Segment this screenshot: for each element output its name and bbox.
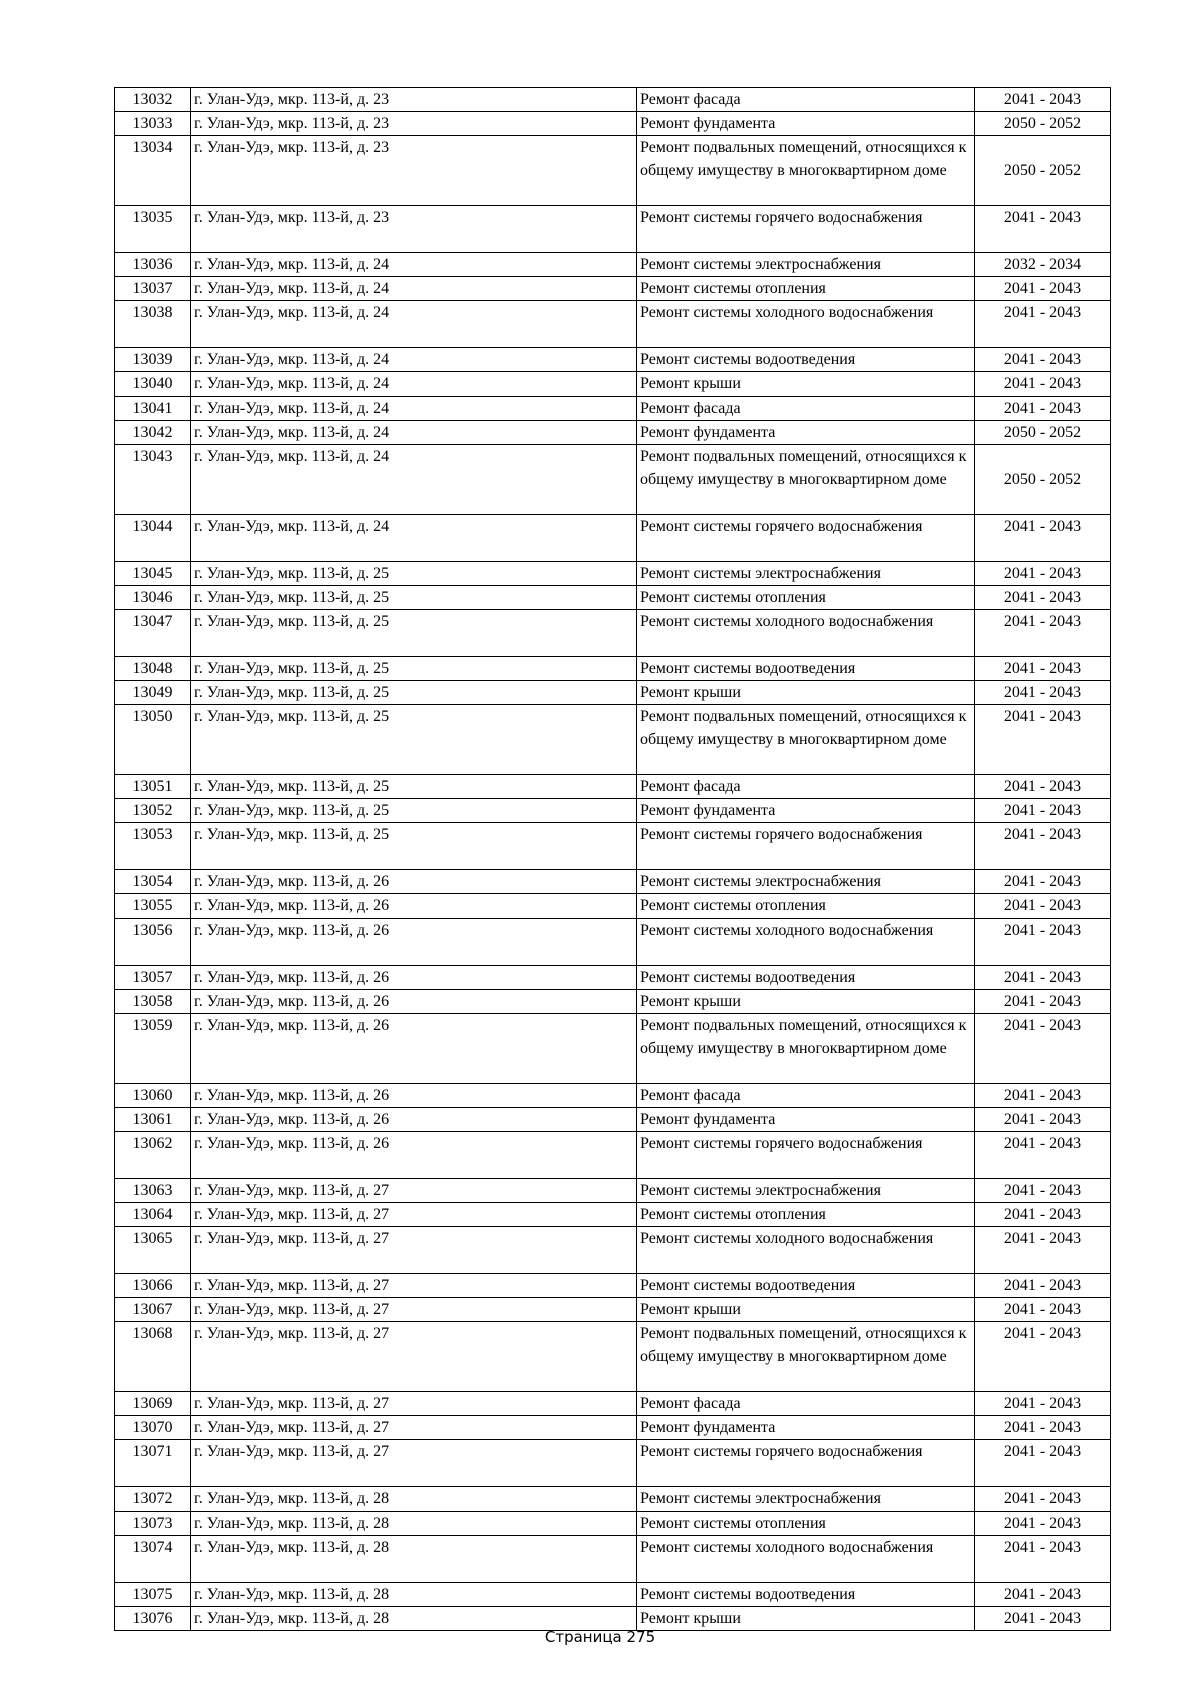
work-type-cell: Ремонт системы холодного водоснабжения xyxy=(637,918,975,965)
address-cell: г. Улан-Удэ, мкр. 113-й, д. 28 xyxy=(191,1511,637,1535)
row-number-cell: 13066 xyxy=(115,1274,191,1298)
table-row xyxy=(115,870,1111,894)
period-cell: 2041 - 2043 xyxy=(975,918,1111,965)
period-cell: 2041 - 2043 xyxy=(975,1606,1111,1630)
table-row xyxy=(115,1535,1111,1582)
period-cell: 2050 - 2052 xyxy=(975,420,1111,444)
table-row xyxy=(115,681,1111,705)
period-cell: 2041 - 2043 xyxy=(975,705,1111,775)
row-number-cell: 13054 xyxy=(115,870,191,894)
row-number-cell: 13065 xyxy=(115,1227,191,1274)
table-row xyxy=(115,989,1111,1013)
row-number-cell: 13061 xyxy=(115,1107,191,1131)
work-type-cell: Ремонт системы холодного водоснабжения xyxy=(637,609,975,656)
period-cell: 2041 - 2043 xyxy=(975,989,1111,1013)
row-number-cell: 13071 xyxy=(115,1440,191,1487)
work-type-cell: Ремонт системы горячего водоснабжения xyxy=(637,1440,975,1487)
work-type-cell: Ремонт системы электроснабжения xyxy=(637,1487,975,1511)
row-number-cell: 13076 xyxy=(115,1606,191,1630)
work-type-cell: Ремонт крыши xyxy=(637,1606,975,1630)
work-type-cell: Ремонт подвальных помещений, относящихся к общему имуществу в многоквартирном доме xyxy=(637,1322,975,1392)
row-number-cell: 13051 xyxy=(115,775,191,799)
address-cell: г. Улан-Удэ, мкр. 113-й, д. 26 xyxy=(191,1107,637,1131)
address-cell: г. Улан-Удэ, мкр. 113-й, д. 25 xyxy=(191,823,637,870)
period-cell: 2050 - 2052 xyxy=(975,136,1111,206)
table-row xyxy=(115,775,1111,799)
address-cell: г. Улан-Удэ, мкр. 113-й, д. 24 xyxy=(191,253,637,277)
address-cell: г. Улан-Удэ, мкр. 113-й, д. 23 xyxy=(191,112,637,136)
address-cell: г. Улан-Удэ, мкр. 113-й, д. 25 xyxy=(191,585,637,609)
row-number-cell: 13064 xyxy=(115,1202,191,1226)
row-number-cell: 13056 xyxy=(115,918,191,965)
work-type-cell: Ремонт системы электроснабжения xyxy=(637,561,975,585)
address-cell: г. Улан-Удэ, мкр. 113-й, д. 24 xyxy=(191,301,637,348)
work-type-cell: Ремонт подвальных помещений, относящихся к общему имуществу в многоквартирном доме xyxy=(637,136,975,206)
work-type-cell: Ремонт системы электроснабжения xyxy=(637,1178,975,1202)
period-cell: 2041 - 2043 xyxy=(975,1582,1111,1606)
row-number-cell: 13045 xyxy=(115,561,191,585)
period-cell: 2041 - 2043 xyxy=(975,1535,1111,1582)
work-type-cell: Ремонт системы водоотведения xyxy=(637,348,975,372)
work-type-cell: Ремонт фундамента xyxy=(637,1416,975,1440)
period-cell: 2041 - 2043 xyxy=(975,585,1111,609)
row-number-cell: 13060 xyxy=(115,1083,191,1107)
table-row xyxy=(115,894,1111,918)
address-cell: г. Улан-Удэ, мкр. 113-й, д. 27 xyxy=(191,1178,637,1202)
row-number-cell: 13070 xyxy=(115,1416,191,1440)
row-number-cell: 13044 xyxy=(115,514,191,561)
work-type-cell: Ремонт системы горячего водоснабжения xyxy=(637,514,975,561)
address-cell: г. Улан-Удэ, мкр. 113-й, д. 26 xyxy=(191,918,637,965)
period-cell: 2041 - 2043 xyxy=(975,965,1111,989)
table-row xyxy=(115,277,1111,301)
work-type-cell: Ремонт системы горячего водоснабжения xyxy=(637,206,975,253)
address-cell: г. Улан-Удэ, мкр. 113-й, д. 24 xyxy=(191,277,637,301)
row-number-cell: 13032 xyxy=(115,88,191,112)
address-cell: г. Улан-Удэ, мкр. 113-й, д. 28 xyxy=(191,1606,637,1630)
row-number-cell: 13033 xyxy=(115,112,191,136)
row-number-cell: 13037 xyxy=(115,277,191,301)
table-row xyxy=(115,1083,1111,1107)
period-cell: 2041 - 2043 xyxy=(975,348,1111,372)
work-type-cell: Ремонт системы горячего водоснабжения xyxy=(637,1131,975,1178)
table-row xyxy=(115,656,1111,680)
period-cell: 2032 - 2034 xyxy=(975,253,1111,277)
period-cell: 2041 - 2043 xyxy=(975,775,1111,799)
table-row xyxy=(115,1606,1111,1630)
period-cell: 2050 - 2052 xyxy=(975,444,1111,514)
table-row xyxy=(115,253,1111,277)
period-cell: 2041 - 2043 xyxy=(975,1083,1111,1107)
work-type-cell: Ремонт подвальных помещений, относящихся к общему имуществу в многоквартирном доме xyxy=(637,444,975,514)
work-type-cell: Ремонт системы отопления xyxy=(637,1511,975,1535)
table-row xyxy=(115,1131,1111,1178)
period-cell: 2041 - 2043 xyxy=(975,1440,1111,1487)
address-cell: г. Улан-Удэ, мкр. 113-й, д. 25 xyxy=(191,656,637,680)
address-cell: г. Улан-Удэ, мкр. 113-й, д. 24 xyxy=(191,372,637,396)
row-number-cell: 13046 xyxy=(115,585,191,609)
row-number-cell: 13040 xyxy=(115,372,191,396)
table-row xyxy=(115,1511,1111,1535)
work-type-cell: Ремонт фасада xyxy=(637,1392,975,1416)
work-type-cell: Ремонт системы отопления xyxy=(637,1202,975,1226)
table-row xyxy=(115,444,1111,514)
work-type-cell: Ремонт фасада xyxy=(637,88,975,112)
row-number-cell: 13075 xyxy=(115,1582,191,1606)
row-number-cell: 13042 xyxy=(115,420,191,444)
row-number-cell: 13035 xyxy=(115,206,191,253)
table-row xyxy=(115,585,1111,609)
table-row xyxy=(115,1274,1111,1298)
row-number-cell: 13036 xyxy=(115,253,191,277)
table-row xyxy=(115,561,1111,585)
period-cell: 2041 - 2043 xyxy=(975,681,1111,705)
work-type-cell: Ремонт крыши xyxy=(637,1298,975,1322)
period-cell: 2041 - 2043 xyxy=(975,1131,1111,1178)
row-number-cell: 13058 xyxy=(115,989,191,1013)
table-row xyxy=(115,1178,1111,1202)
table-row xyxy=(115,136,1111,206)
period-cell: 2041 - 2043 xyxy=(975,514,1111,561)
work-type-cell: Ремонт системы холодного водоснабжения xyxy=(637,1227,975,1274)
table-row xyxy=(115,1582,1111,1606)
address-cell: г. Улан-Удэ, мкр. 113-й, д. 24 xyxy=(191,420,637,444)
address-cell: г. Улан-Удэ, мкр. 113-й, д. 27 xyxy=(191,1322,637,1392)
row-number-cell: 13047 xyxy=(115,609,191,656)
work-type-cell: Ремонт крыши xyxy=(637,989,975,1013)
address-cell: г. Улан-Удэ, мкр. 113-й, д. 26 xyxy=(191,965,637,989)
table-row xyxy=(115,1487,1111,1511)
address-cell: г. Улан-Удэ, мкр. 113-й, д. 23 xyxy=(191,88,637,112)
period-cell: 2041 - 2043 xyxy=(975,301,1111,348)
table-row xyxy=(115,112,1111,136)
table-row xyxy=(115,1440,1111,1487)
address-cell: г. Улан-Удэ, мкр. 113-й, д. 26 xyxy=(191,894,637,918)
table-row xyxy=(115,1013,1111,1083)
table-row xyxy=(115,206,1111,253)
work-type-cell: Ремонт фундамента xyxy=(637,1107,975,1131)
table-row xyxy=(115,1202,1111,1226)
row-number-cell: 13034 xyxy=(115,136,191,206)
period-cell: 2041 - 2043 xyxy=(975,1178,1111,1202)
row-number-cell: 13055 xyxy=(115,894,191,918)
work-type-cell: Ремонт системы водоотведения xyxy=(637,1274,975,1298)
work-type-cell: Ремонт системы холодного водоснабжения xyxy=(637,1535,975,1582)
address-cell: г. Улан-Удэ, мкр. 113-й, д. 24 xyxy=(191,444,637,514)
address-cell: г. Улан-Удэ, мкр. 113-й, д. 25 xyxy=(191,681,637,705)
period-cell: 2041 - 2043 xyxy=(975,1013,1111,1083)
row-number-cell: 13069 xyxy=(115,1392,191,1416)
period-cell: 2041 - 2043 xyxy=(975,799,1111,823)
work-type-cell: Ремонт фасада xyxy=(637,775,975,799)
period-cell: 2041 - 2043 xyxy=(975,609,1111,656)
table-row xyxy=(115,372,1111,396)
table-row xyxy=(115,609,1111,656)
row-number-cell: 13038 xyxy=(115,301,191,348)
period-cell: 2041 - 2043 xyxy=(975,1274,1111,1298)
row-number-cell: 13074 xyxy=(115,1535,191,1582)
row-number-cell: 13049 xyxy=(115,681,191,705)
address-cell: г. Улан-Удэ, мкр. 113-й, д. 24 xyxy=(191,348,637,372)
row-number-cell: 13048 xyxy=(115,656,191,680)
address-cell: г. Улан-Удэ, мкр. 113-й, д. 26 xyxy=(191,989,637,1013)
address-cell: г. Улан-Удэ, мкр. 113-й, д. 25 xyxy=(191,775,637,799)
address-cell: г. Улан-Удэ, мкр. 113-й, д. 27 xyxy=(191,1416,637,1440)
row-number-cell: 13063 xyxy=(115,1178,191,1202)
work-type-cell: Ремонт системы водоотведения xyxy=(637,1582,975,1606)
table-row xyxy=(115,965,1111,989)
period-cell: 2041 - 2043 xyxy=(975,894,1111,918)
address-cell: г. Улан-Удэ, мкр. 113-й, д. 28 xyxy=(191,1582,637,1606)
work-type-cell: Ремонт фасада xyxy=(637,1083,975,1107)
work-type-cell: Ремонт подвальных помещений, относящихся к общему имуществу в многоквартирном доме xyxy=(637,705,975,775)
period-cell: 2041 - 2043 xyxy=(975,277,1111,301)
work-type-cell: Ремонт системы отопления xyxy=(637,585,975,609)
work-type-cell: Ремонт системы водоотведения xyxy=(637,656,975,680)
work-type-cell: Ремонт системы водоотведения xyxy=(637,965,975,989)
address-cell: г. Улан-Удэ, мкр. 113-й, д. 25 xyxy=(191,609,637,656)
row-number-cell: 13062 xyxy=(115,1131,191,1178)
address-cell: г. Улан-Удэ, мкр. 113-й, д. 27 xyxy=(191,1440,637,1487)
work-type-cell: Ремонт крыши xyxy=(637,681,975,705)
address-cell: г. Улан-Удэ, мкр. 113-й, д. 28 xyxy=(191,1535,637,1582)
table-row xyxy=(115,823,1111,870)
table-row xyxy=(115,918,1111,965)
work-type-cell: Ремонт системы электроснабжения xyxy=(637,870,975,894)
period-cell: 2041 - 2043 xyxy=(975,206,1111,253)
address-cell: г. Улан-Удэ, мкр. 113-й, д. 26 xyxy=(191,1083,637,1107)
address-cell: г. Улан-Удэ, мкр. 113-й, д. 25 xyxy=(191,561,637,585)
period-cell: 2041 - 2043 xyxy=(975,1511,1111,1535)
work-type-cell: Ремонт фундамента xyxy=(637,799,975,823)
work-type-cell: Ремонт фундамента xyxy=(637,112,975,136)
table-row xyxy=(115,1416,1111,1440)
row-number-cell: 13050 xyxy=(115,705,191,775)
period-cell: 2041 - 2043 xyxy=(975,1298,1111,1322)
table-body xyxy=(115,88,1111,1631)
period-cell: 2041 - 2043 xyxy=(975,823,1111,870)
period-cell: 2041 - 2043 xyxy=(975,1202,1111,1226)
period-cell: 2041 - 2043 xyxy=(975,656,1111,680)
period-cell: 2041 - 2043 xyxy=(975,1487,1111,1511)
page-number: Страница 275 xyxy=(544,1628,656,1646)
work-type-cell: Ремонт крыши xyxy=(637,372,975,396)
period-cell: 2041 - 2043 xyxy=(975,1107,1111,1131)
table-row xyxy=(115,420,1111,444)
table-row xyxy=(115,1392,1111,1416)
address-cell: г. Улан-Удэ, мкр. 113-й, д. 25 xyxy=(191,799,637,823)
table-row xyxy=(115,1227,1111,1274)
row-number-cell: 13059 xyxy=(115,1013,191,1083)
address-cell: г. Улан-Удэ, мкр. 113-й, д. 23 xyxy=(191,206,637,253)
row-number-cell: 13067 xyxy=(115,1298,191,1322)
row-number-cell: 13073 xyxy=(115,1511,191,1535)
table-row xyxy=(115,514,1111,561)
table-row xyxy=(115,1107,1111,1131)
period-cell: 2041 - 2043 xyxy=(975,396,1111,420)
work-type-cell: Ремонт системы горячего водоснабжения xyxy=(637,823,975,870)
period-cell: 2041 - 2043 xyxy=(975,561,1111,585)
row-number-cell: 13068 xyxy=(115,1322,191,1392)
address-cell: г. Улан-Удэ, мкр. 113-й, д. 27 xyxy=(191,1202,637,1226)
row-number-cell: 13057 xyxy=(115,965,191,989)
address-cell: г. Улан-Удэ, мкр. 113-й, д. 27 xyxy=(191,1392,637,1416)
address-cell: г. Улан-Удэ, мкр. 113-й, д. 27 xyxy=(191,1298,637,1322)
table-row xyxy=(115,1322,1111,1392)
work-type-cell: Ремонт системы электроснабжения xyxy=(637,253,975,277)
work-type-cell: Ремонт фундамента xyxy=(637,420,975,444)
period-cell: 2041 - 2043 xyxy=(975,88,1111,112)
address-cell: г. Улан-Удэ, мкр. 113-й, д. 27 xyxy=(191,1274,637,1298)
address-cell: г. Улан-Удэ, мкр. 113-й, д. 25 xyxy=(191,705,637,775)
row-number-cell: 13043 xyxy=(115,444,191,514)
period-cell: 2041 - 2043 xyxy=(975,372,1111,396)
address-cell: г. Улан-Удэ, мкр. 113-й, д. 24 xyxy=(191,396,637,420)
row-number-cell: 13072 xyxy=(115,1487,191,1511)
table-row xyxy=(115,799,1111,823)
table-row xyxy=(115,348,1111,372)
row-number-cell: 13041 xyxy=(115,396,191,420)
table-row xyxy=(115,88,1111,112)
address-cell: г. Улан-Удэ, мкр. 113-й, д. 26 xyxy=(191,1013,637,1083)
row-number-cell: 13053 xyxy=(115,823,191,870)
address-cell: г. Улан-Удэ, мкр. 113-й, д. 23 xyxy=(191,136,637,206)
period-cell: 2041 - 2043 xyxy=(975,1416,1111,1440)
address-cell: г. Улан-Удэ, мкр. 113-й, д. 24 xyxy=(191,514,637,561)
row-number-cell: 13052 xyxy=(115,799,191,823)
address-cell: г. Улан-Удэ, мкр. 113-й, д. 26 xyxy=(191,1131,637,1178)
period-cell: 2041 - 2043 xyxy=(975,1322,1111,1392)
table-row xyxy=(115,705,1111,775)
address-cell: г. Улан-Удэ, мкр. 113-й, д. 28 xyxy=(191,1487,637,1511)
period-cell: 2041 - 2043 xyxy=(975,1227,1111,1274)
address-cell: г. Улан-Удэ, мкр. 113-й, д. 27 xyxy=(191,1227,637,1274)
work-type-cell: Ремонт подвальных помещений, относящихся к общему имуществу в многоквартирном доме xyxy=(637,1013,975,1083)
period-cell: 2050 - 2052 xyxy=(975,112,1111,136)
table-row xyxy=(115,1298,1111,1322)
work-type-cell: Ремонт системы холодного водоснабжения xyxy=(637,301,975,348)
work-type-cell: Ремонт системы отопления xyxy=(637,894,975,918)
repair-schedule-table xyxy=(114,87,1111,1631)
work-type-cell: Ремонт системы отопления xyxy=(637,277,975,301)
table-row xyxy=(115,396,1111,420)
work-type-cell: Ремонт фасада xyxy=(637,396,975,420)
table-row xyxy=(115,301,1111,348)
period-cell: 2041 - 2043 xyxy=(975,870,1111,894)
row-number-cell: 13039 xyxy=(115,348,191,372)
period-cell: 2041 - 2043 xyxy=(975,1392,1111,1416)
address-cell: г. Улан-Удэ, мкр. 113-й, д. 26 xyxy=(191,870,637,894)
